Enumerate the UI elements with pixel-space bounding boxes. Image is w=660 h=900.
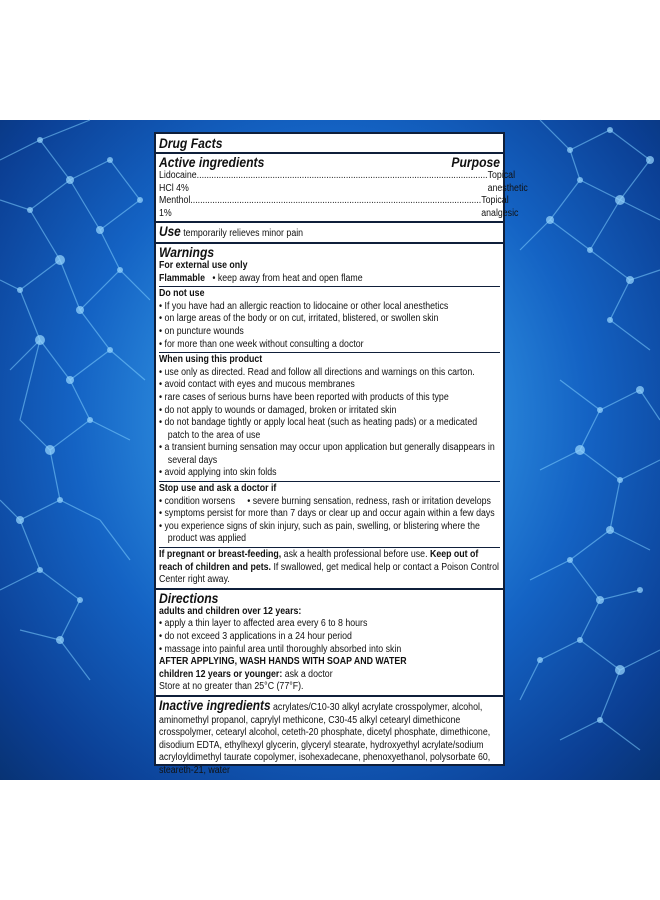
list-item: • you experience signs of skin injury, such as pain, swelling, or blistering where the [159, 520, 480, 532]
list-item: • symptoms persist for more than 7 days or clear up and occur again within a few days [159, 508, 495, 520]
drug-facts-title: Drug Facts [159, 136, 223, 151]
use-heading: Use [159, 224, 181, 240]
list-item: • do not apply to wounds or damaged, broken or irritated skin [159, 404, 397, 416]
divider [156, 588, 503, 590]
list-item: patch to the area of use [167, 429, 261, 441]
pregnant-text: ask a health professional before use. [281, 549, 430, 561]
ingredient-purpose: Topical analgesic [481, 195, 519, 219]
ingredient-name: Menthol 1% [159, 195, 191, 219]
warnings-heading: Warnings [159, 244, 215, 260]
flammable-text: • keep away from heat and open flame [212, 272, 363, 284]
purpose-heading: Purpose [451, 155, 500, 170]
flammable-line [159, 273, 500, 286]
child-text: ask a doctor [282, 668, 333, 680]
divider [159, 547, 500, 548]
list-item: • rare cases of serious burns have been reported with products of this type [159, 391, 449, 403]
active-ingredients-header [159, 155, 500, 170]
list-item: several days [167, 454, 218, 466]
children-text: If swallowed, get medical help or contact a Poison Control Center right away. [159, 561, 499, 586]
active-ingredient-row [159, 170, 528, 220]
divider [159, 286, 500, 287]
use-section [159, 224, 500, 241]
divider [159, 481, 500, 482]
list-item: • apply a thin layer to affected area every 6 to 8 hours [159, 618, 368, 630]
directions-heading: Directions [159, 590, 219, 606]
dot-leader: ....................................................................................................................... [190, 195, 482, 207]
inactive-ingredients [159, 698, 500, 778]
list-item: • for more than one week without consulting a doctor [159, 338, 364, 350]
list-item: • on large areas of the body or on cut, irritated, blistered, or swollen skin [159, 313, 439, 325]
inactive-heading: Inactive ingredients [159, 697, 271, 713]
list-item: • do not bandage tightly or apply local heat (such as heating pads) or a medicated [159, 417, 478, 429]
active-ingredients-heading: Active ingredients [159, 155, 265, 170]
do-not-use-heading: Do not use [159, 288, 205, 300]
stop-use-heading: Stop use and ask a doctor if [159, 483, 277, 495]
pregnancy-children-warning [159, 549, 500, 587]
divider [156, 242, 503, 244]
child-bold: children 12 years or younger: [159, 668, 283, 680]
ingredient-name: Lidocaine HCl 4% [159, 170, 197, 194]
children-bold: Keep out of reach of children and pets. [159, 549, 479, 573]
inactive-text: acrylates/C10-30 alkyl acrylate crosspolymer, alcohol, aminomethyl propanol, caprylyl methicone, C30-45 alkyl cetearyl dimethicone crosspolymer, cetearyl alcohol, ceteth-20 phosphate, dicetyl phosphate, dimethicone, disodium EDTA, ethylhexyl glycerin, glyceryl stearate, hydroxyethyl acrylate/sodium acryloyldimethyl taurate copolymer, isohexadecane, phenoxyethanol, polysorbate 60, steareth-21, water [159, 701, 491, 776]
divider [156, 152, 503, 154]
list-item: • If you have had an allergic reaction to lidocaine or other local anesthetics [159, 300, 449, 312]
list-item: • condition worsens • severe burning sensation, redness, rash or irritation develops [159, 495, 491, 507]
divider [159, 352, 500, 353]
list-item: • use only as directed. Read and follow all directions and warnings on this carton. [159, 366, 475, 378]
wash-hands-text: AFTER APPLYING, WASH HANDS WITH SOAP AND WATER [159, 656, 407, 668]
list-item: • avoid contact with eyes and mucous membranes [159, 379, 355, 391]
list-item: • on puncture wounds [159, 325, 244, 337]
flammable-label: Flammable [159, 272, 205, 284]
pregnant-bold: If pregnant or breast-feeding, [159, 549, 282, 561]
ingredient-purpose: Topical anesthetic [487, 170, 528, 194]
divider [156, 221, 503, 223]
divider [156, 695, 503, 697]
storage-text: Store at no greater than 25°C (77°F). [159, 681, 304, 693]
list-item: • do not exceed 3 applications in a 24 hour period [159, 631, 352, 642]
list-item: • massage into painful area until thoroughly absorbed into skin [159, 643, 402, 655]
use-text: temporarily relieves minor pain [183, 228, 304, 240]
children-directions [159, 669, 500, 682]
adults-heading: adults and children over 12 years: [159, 605, 302, 617]
list-item: • a transient burning sensation may occur upon application but generally disappears in [159, 442, 495, 454]
dot-leader: ....................................................................................................................... [196, 170, 488, 181]
external-use-text: For external use only [159, 259, 248, 271]
list-item: • avoid applying into skin folds [159, 467, 277, 479]
drug-facts-panel [154, 132, 528, 776]
list-item: product was applied [167, 533, 247, 545]
when-using-heading: When using this product [159, 354, 263, 366]
